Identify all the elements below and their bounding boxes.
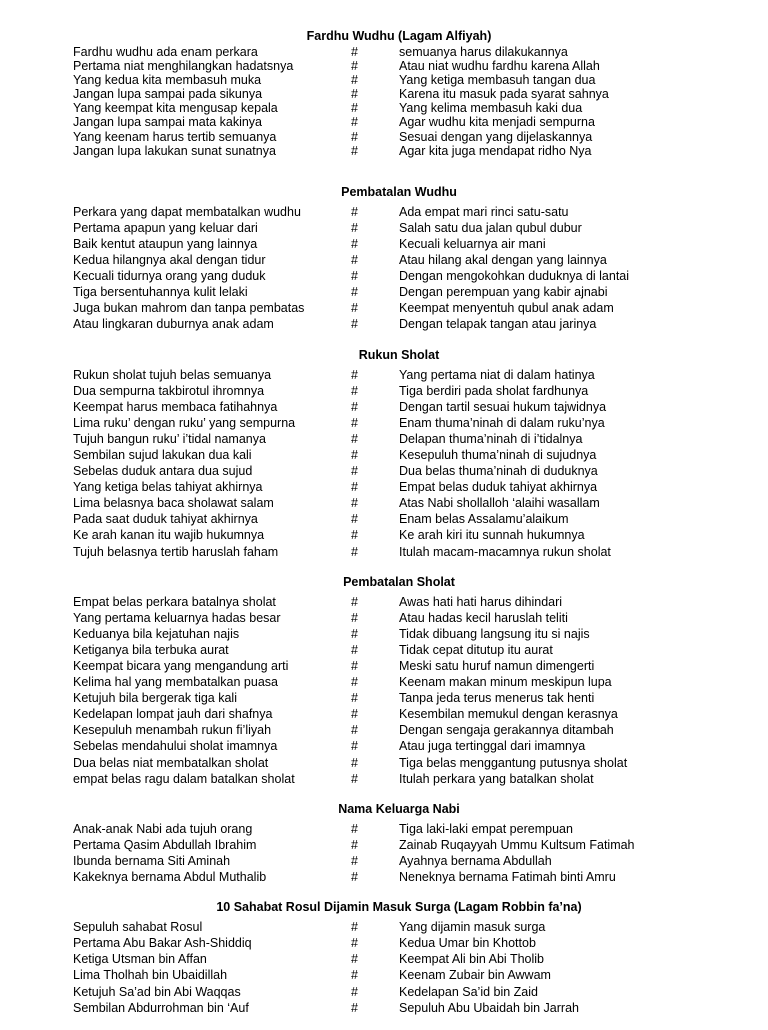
- verse-row: [0, 479, 768, 495]
- verse-first-half: Lima ruku’ dengan ruku’ yang sempurna: [73, 415, 296, 430]
- verse-second-half: Yang kelima membasuh kaki dua: [399, 101, 583, 116]
- verse-first-half: Sebelas mendahului sholat imamnya: [73, 739, 278, 754]
- verse-row: [0, 674, 768, 690]
- verse-second-half: Awas hati hati harus dihindari: [399, 594, 563, 609]
- verse-first-half: Jangan lupa sampai pada sikunya: [73, 87, 263, 102]
- verse-separator: #: [351, 707, 358, 722]
- verse-separator: #: [351, 691, 358, 706]
- verse-separator: #: [351, 675, 358, 690]
- section-6: [0, 899, 768, 1016]
- verse-row: [0, 951, 768, 967]
- verse-second-half: Itulah perkara yang batalkan sholat: [399, 771, 594, 786]
- verse-separator: #: [351, 73, 358, 88]
- verse-separator: #: [351, 984, 358, 999]
- verse-row: [0, 594, 768, 610]
- verse-row: [0, 935, 768, 951]
- verse-first-half: Perkara yang dapat membatalkan wudhu: [73, 204, 301, 219]
- verse-second-half: Neneknya bernama Fatimah binti Amru: [399, 870, 616, 885]
- verse-separator: #: [351, 512, 358, 527]
- verse-second-half: Zainab Ruqayyah Ummu Kultsum Fatimah: [399, 837, 635, 852]
- verse-first-half: Sembilan sujud lakukan dua kali: [73, 447, 252, 462]
- verse-row: [0, 431, 768, 447]
- verse-row: [0, 853, 768, 869]
- verse-second-half: Ayahnya bernama Abdullah: [399, 853, 552, 868]
- verse-row: [0, 130, 768, 144]
- verse-second-half: Dengan tartil sesuai hukum tajwidnya: [399, 399, 607, 414]
- verse-second-half: Tidak dibuang langsung itu si najis: [399, 626, 590, 641]
- verse-row: [0, 626, 768, 642]
- verse-separator: #: [351, 659, 358, 673]
- verse-separator: #: [351, 496, 358, 511]
- verse-second-half: Kesembilan memukul dengan kerasnya: [399, 707, 618, 722]
- verse-first-half: Sebelas duduk antara dua sujud: [73, 464, 253, 479]
- verse-first-half: Tujuh bangun ruku’ i’tidal namanya: [73, 431, 266, 446]
- verse-row: [0, 690, 768, 706]
- verse-separator: #: [351, 45, 358, 59]
- verse-separator: #: [351, 528, 358, 543]
- section-3: [0, 347, 768, 560]
- verse-first-half: Kelima hal yang membatalkan puasa: [73, 675, 278, 690]
- verse-separator: #: [351, 968, 358, 983]
- verse-separator: #: [351, 115, 358, 130]
- verse-separator: #: [351, 480, 358, 495]
- verse-first-half: empat belas ragu dalam batalkan sholat: [73, 771, 295, 786]
- verse-first-half: Atau lingkaran duburnya anak adam: [73, 317, 274, 332]
- verse-row: [0, 268, 768, 284]
- verse-second-half: Tiga berdiri pada sholat fardhunya: [399, 383, 589, 398]
- verse-second-half: Enam thuma’ninah di dalam ruku’nya: [399, 415, 605, 430]
- verse-separator: #: [351, 853, 358, 868]
- verse-second-half: Atau niat wudhu fardhu karena Allah: [399, 59, 600, 74]
- verse-separator: #: [351, 367, 358, 382]
- verse-separator: #: [351, 143, 358, 158]
- verse-row: [0, 1000, 768, 1016]
- verse-second-half: Atau juga tertinggal dari imamnya: [399, 739, 586, 754]
- verse-first-half: Pertama Qasim Abdullah Ibrahim: [73, 837, 257, 852]
- verse-row: [0, 59, 768, 73]
- verse-first-half: Tiga bersentuhannya kulit lelaki: [73, 285, 248, 300]
- verse-separator: #: [351, 129, 358, 144]
- verse-first-half: Yang ketiga belas tahiyat akhirnya: [73, 480, 263, 495]
- verse-first-half: Ketujuh bila bergerak tiga kali: [73, 691, 237, 706]
- verse-second-half: Itulah macam-macamnya rukun sholat: [399, 544, 611, 559]
- verse-row: [0, 658, 768, 674]
- verse-separator: #: [351, 317, 358, 332]
- section-5: [0, 801, 768, 885]
- verse-first-half: Ketiga Utsman bin Affan: [73, 952, 207, 967]
- verse-separator: #: [351, 464, 358, 479]
- verse-first-half: Yang keenam harus tertib semuanya: [73, 129, 277, 144]
- verse-row: [0, 447, 768, 463]
- verse-first-half: Juga bukan mahrom dan tanpa pembatas: [73, 301, 305, 316]
- verse-row: [0, 73, 768, 87]
- verse-first-half: Sembilan Abdurrohman bin ‘Auf: [73, 1000, 249, 1015]
- verse-row: [0, 415, 768, 431]
- verse-second-half: Keenam makan minum meskipun lupa: [399, 675, 612, 690]
- verse-first-half: Kakeknya bernama Abdul Muthalib: [73, 870, 267, 885]
- verse-row: [0, 399, 768, 415]
- verse-second-half: Kesepuluh thuma’ninah di sujudnya: [399, 447, 597, 462]
- verse-separator: #: [351, 236, 358, 251]
- verse-second-half: Sepuluh Abu Ubaidah bin Jarrah: [399, 1000, 579, 1015]
- verse-row: [0, 544, 768, 560]
- verse-row: [0, 821, 768, 837]
- verse-first-half: Kecuali tidurnya orang yang duduk: [73, 269, 266, 284]
- verse-separator: #: [351, 755, 358, 770]
- verse-first-half: Jangan lupa lakukan sunat sunatnya: [73, 143, 276, 158]
- verse-separator: #: [351, 642, 358, 657]
- verse-separator: #: [351, 415, 358, 430]
- verse-row: [0, 284, 768, 300]
- verse-separator: #: [351, 610, 358, 625]
- verse-first-half: Yang keempat kita mengusap kepala: [73, 101, 278, 116]
- verse-separator: #: [351, 269, 358, 284]
- verse-row: [0, 87, 768, 101]
- verse-second-half: Sesuai dengan yang dijelaskannya: [399, 129, 593, 144]
- verse-row: [0, 919, 768, 935]
- verse-separator: #: [351, 301, 358, 316]
- verse-second-half: Yang ketiga membasuh tangan dua: [399, 73, 596, 88]
- verse-separator: #: [351, 220, 358, 235]
- verse-first-half: Ibunda bernama Siti Aminah: [73, 853, 231, 868]
- verse-first-half: Lima belasnya baca sholawat salam: [73, 496, 274, 511]
- verse-separator: #: [351, 870, 358, 885]
- verse-second-half: semuanya harus dilakukannya: [399, 45, 568, 59]
- verse-separator: #: [351, 447, 358, 462]
- verse-separator: #: [351, 87, 358, 102]
- verse-second-half: Keempat menyentuh qubul anak adam: [399, 301, 614, 316]
- verse-row: [0, 511, 768, 527]
- verse-second-half: Kedelapan Sa’id bin Zaid: [399, 984, 538, 999]
- verse-separator: #: [351, 739, 358, 754]
- verse-second-half: Kecuali keluarnya air mani: [399, 236, 546, 251]
- section-title: 10 Sahabat Rosul Dijamin Masuk Surga (Lagam Robbin fa’na): [216, 900, 582, 915]
- verse-separator: #: [351, 431, 358, 446]
- verse-second-half: Dengan sengaja gerakannya ditambah: [399, 723, 614, 738]
- verse-row: [0, 252, 768, 268]
- verse-row: [0, 236, 768, 252]
- verse-first-half: Keempat harus membaca fatihahnya: [73, 399, 278, 414]
- verse-first-half: Keempat bicara yang mengandung arti: [73, 659, 289, 673]
- verse-first-half: Dua sempurna takbirotul ihromnya: [73, 383, 265, 398]
- verse-second-half: Dengan perempuan yang kabir ajnabi: [399, 285, 608, 300]
- verse-second-half: Atau hilang akal dengan yang lainnya: [399, 253, 607, 268]
- verse-first-half: Keduanya bila kejatuhan najis: [73, 626, 240, 641]
- verse-row: [0, 495, 768, 511]
- verse-first-half: Kedelapan lompat jauh dari shafnya: [73, 707, 273, 722]
- verse-second-half: Tiga laki-laki empat perempuan: [399, 821, 573, 836]
- verse-first-half: Ke arah kanan itu wajib hukumnya: [73, 528, 265, 543]
- verse-row: [0, 722, 768, 738]
- verse-second-half: Agar wudhu kita menjadi sempurna: [399, 115, 595, 130]
- section-title: Fardhu Wudhu (Lagam Alfiyah): [306, 29, 492, 43]
- verse-first-half: Rukun sholat tujuh belas semuanya: [73, 367, 272, 382]
- verse-second-half: Salah satu dua jalan qubul dubur: [399, 220, 582, 235]
- verse-row: [0, 527, 768, 543]
- verse-second-half: Dengan telapak tangan atau jarinya: [399, 317, 597, 332]
- verse-first-half: Kedua hilangnya akal dengan tidur: [73, 253, 266, 268]
- verse-second-half: Dengan mengokohkan duduknya di lantai: [399, 269, 630, 284]
- verse-second-half: Empat belas duduk tahiyat akhirnya: [399, 480, 598, 495]
- verse-row: [0, 837, 768, 853]
- verse-first-half: Tujuh belasnya tertib haruslah faham: [73, 544, 279, 559]
- verse-second-half: Delapan thuma’ninah di i’tidalnya: [399, 431, 583, 446]
- verse-separator: #: [351, 59, 358, 74]
- verse-separator: #: [351, 920, 358, 935]
- verse-row: [0, 984, 768, 1000]
- verse-first-half: Pertama apapun yang keluar dari: [73, 220, 258, 235]
- verse-first-half: Kesepuluh menambah rukun fi’liyah: [73, 723, 272, 738]
- verse-separator: #: [351, 399, 358, 414]
- verse-row: [0, 220, 768, 236]
- verse-first-half: Pada saat duduk tahiyat akhirnya: [73, 512, 258, 527]
- verse-second-half: Kedua Umar bin Khottob: [399, 936, 536, 951]
- verse-row: [0, 45, 768, 59]
- verse-first-half: Yang kedua kita membasuh muka: [73, 73, 262, 88]
- verse-first-half: Yang pertama keluarnya hadas besar: [73, 610, 281, 625]
- verse-second-half: Yang pertama niat di dalam hatinya: [399, 367, 595, 382]
- verse-row: [0, 771, 768, 787]
- section-title: Rukun Sholat: [358, 347, 440, 362]
- verse-second-half: Tiga belas menggantung putusnya sholat: [399, 755, 628, 770]
- verse-row: [0, 610, 768, 626]
- verse-row: [0, 755, 768, 771]
- section-2: [0, 184, 768, 333]
- verse-separator: #: [351, 821, 358, 836]
- verse-first-half: Ketujuh Sa’ad bin Abi Waqqas: [73, 984, 241, 999]
- verse-second-half: Keempat Ali bin Abi Tholib: [399, 952, 545, 967]
- verse-separator: #: [351, 1000, 358, 1015]
- verse-row: [0, 869, 768, 885]
- verse-second-half: Enam belas Assalamu’alaikum: [399, 512, 569, 527]
- verse-row: [0, 383, 768, 399]
- verse-first-half: Anak-anak Nabi ada tujuh orang: [73, 821, 253, 836]
- section-title: Pembatalan Wudhu: [341, 184, 457, 199]
- verse-separator: #: [351, 952, 358, 967]
- verse-row: [0, 115, 768, 129]
- verse-row: [0, 101, 768, 115]
- verse-separator: #: [351, 837, 358, 852]
- verse-second-half: Agar kita juga mendapat ridho Nya: [399, 143, 592, 158]
- verse-first-half: Ketiganya bila terbuka aurat: [73, 642, 229, 657]
- verse-separator: #: [351, 626, 358, 641]
- verse-first-half: Baik kentut ataupun yang lainnya: [73, 236, 258, 251]
- verse-second-half: Ke arah kiri itu sunnah hukumnya: [399, 528, 585, 543]
- verse-first-half: Jangan lupa sampai mata kakinya: [73, 115, 263, 130]
- section-title: Pembatalan Sholat: [343, 574, 455, 589]
- verse-row: [0, 144, 768, 158]
- verse-second-half: Atas Nabi shollalloh ‘alaihi wasallam: [399, 496, 600, 511]
- verse-row: [0, 642, 768, 658]
- verse-second-half: Yang dijamin masuk surga: [399, 920, 546, 935]
- verse-row: [0, 367, 768, 383]
- verse-first-half: Pertama niat menghilangkan hadatsnya: [73, 59, 294, 74]
- verse-separator: #: [351, 936, 358, 951]
- document-page: [0, 28, 768, 1030]
- verse-row: [0, 204, 768, 220]
- verse-separator: #: [351, 594, 358, 609]
- verse-separator: #: [351, 771, 358, 786]
- verse-separator: #: [351, 285, 358, 300]
- verse-row: [0, 300, 768, 316]
- verse-row: [0, 706, 768, 722]
- section-title: Nama Keluarga Nabi: [338, 801, 460, 816]
- verse-row: [0, 463, 768, 479]
- section-4: [0, 574, 768, 787]
- verse-separator: #: [351, 253, 358, 268]
- verse-second-half: Ada empat mari rinci satu-satu: [399, 204, 569, 219]
- verse-first-half: Empat belas perkara batalnya sholat: [73, 594, 276, 609]
- verse-second-half: Atau hadas kecil haruslah teliti: [399, 610, 568, 625]
- verse-second-half: Dua belas thuma’ninah di duduknya: [399, 464, 598, 479]
- verse-separator: #: [351, 204, 358, 219]
- verse-second-half: Meski satu huruf namun dimengerti: [399, 659, 595, 673]
- verse-separator: #: [351, 544, 358, 559]
- verse-first-half: Lima Tholhah bin Ubaidillah: [73, 968, 228, 983]
- section-1: [0, 28, 768, 158]
- verse-separator: #: [351, 101, 358, 116]
- verse-second-half: Karena itu masuk pada syarat sahnya: [399, 87, 609, 102]
- verse-row: [0, 967, 768, 983]
- verse-first-half: Pertama Abu Bakar Ash-Shiddiq: [73, 936, 252, 951]
- verse-second-half: Tanpa jeda terus menerus tak henti: [399, 691, 595, 706]
- verse-row: [0, 738, 768, 754]
- verse-second-half: Keenam Zubair bin Awwam: [399, 968, 551, 983]
- verse-row: [0, 316, 768, 332]
- verse-separator: #: [351, 383, 358, 398]
- verse-first-half: Dua belas niat membatalkan sholat: [73, 755, 269, 770]
- verse-second-half: Tidak cepat ditutup itu aurat: [399, 642, 553, 657]
- verse-first-half: Sepuluh sahabat Rosul: [73, 920, 203, 935]
- verse-first-half: Fardhu wudhu ada enam perkara: [73, 45, 258, 59]
- verse-separator: #: [351, 723, 358, 738]
